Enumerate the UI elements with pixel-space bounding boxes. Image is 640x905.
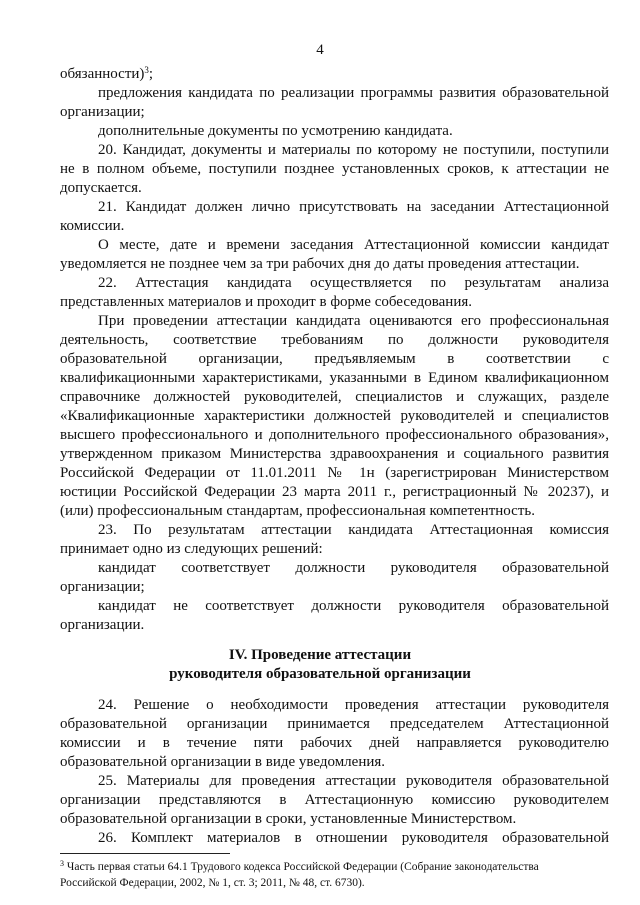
text-line: (или) профессиональным стандартам, профессиональная компетентность. xyxy=(60,503,535,519)
text-line: организации; xyxy=(60,579,145,595)
text-line: При проведении аттестации кандидата оцениваются его профессиональная xyxy=(98,313,609,329)
text-line: 22. Аттестация кандидата осуществляется по результатам анализа xyxy=(98,275,609,291)
text-line: деятельность, соответствие требованиям по должности руководителя xyxy=(60,332,609,348)
text-line: представленных материалов и проходит в форме собеседования. xyxy=(60,294,473,310)
text-line: кандидат соответствует должности руководителя образовательной xyxy=(98,560,609,576)
text-line: 23. По результатам аттестации кандидата Аттестационная комиссия xyxy=(98,522,609,538)
text-line: образовательной организации в виде уведомления. xyxy=(60,754,386,770)
footnote-line: Российской Федерации, 2002, № 1, ст. 3; 2011, № 48, ст. 6730). xyxy=(60,877,365,889)
text-line: допускается. xyxy=(60,180,142,196)
text-line: О месте, дате и времени заседания Аттестационной комиссии кандидат xyxy=(98,237,609,253)
text-line: Российской Федерации от 11.01.2011 № 1н (зарегистрирован Министерством xyxy=(60,465,609,481)
section-heading: IV. Проведение аттестации xyxy=(228,647,412,663)
text-line: обязанности)$^3$; xyxy=(60,65,154,82)
text-line: высшего профессионального и дополнительного профессионального образования», xyxy=(60,427,609,443)
section-heading: руководителя образовательной организации xyxy=(169,666,471,682)
footnote-reference: 3 xyxy=(144,65,149,75)
text-line: юстиции Российской Федерации 23 марта 2011 г., регистрационный № 20237), и xyxy=(60,484,609,500)
text-line: организации представляются в Аттестационную комиссию руководителем xyxy=(60,792,609,808)
text-line: 20. Кандидат, документы и материалы по которому не поступили, поступили xyxy=(98,142,609,158)
text-line: предложения кандидата по реализации программы развития образовательной xyxy=(98,85,609,101)
text-line: 21. Кандидат должен лично присутствовать на заседании Аттестационной xyxy=(98,199,609,215)
text-line: 25. Материалы для проведения аттестации руководителя образовательной xyxy=(98,773,609,789)
text-line: «Квалификационные характеристики должностей руководителей и специалистов xyxy=(60,408,609,424)
text-line: 26. Комплект материалов в отношении руководителя образовательной xyxy=(98,830,609,846)
footnote-mark: 3 xyxy=(60,859,64,868)
footnote-separator xyxy=(60,853,230,854)
text-line: образовательной организации в сроки, установленные Министерством. xyxy=(60,811,517,827)
text-line: организации; xyxy=(60,104,145,120)
text-line: дополнительные документы по усмотрению кандидата. xyxy=(98,123,453,139)
text-line: комиссии и в течение пяти рабочих дней направляется руководителю xyxy=(60,735,609,751)
text-line: организации. xyxy=(60,617,145,633)
page-number: 4 xyxy=(316,42,324,58)
text-line: образовательной организации, предъявляемым в соответствии с xyxy=(60,351,609,367)
text-line: кандидат не соответствует должности руководителя образовательной xyxy=(98,598,609,614)
text-line: утвержденном приказом Министерства здравоохранения и социального развития xyxy=(60,446,609,462)
text-line: принимает одно из следующих решений: xyxy=(60,541,323,557)
text-line: комиссии. xyxy=(60,218,125,234)
text-line: справочнике должностей руководителей, специалистов и служащих, разделе xyxy=(60,389,609,405)
text-line: не в полном объеме, поступили позднее установленных сроков, к аттестации не xyxy=(60,161,609,177)
text-line: 24. Решение о необходимости проведения аттестации руководителя xyxy=(98,697,609,713)
footnote-line: $^3$ Часть первая статьи 64.1 Трудового кодекса Российской Федерации (Собрание законодательства xyxy=(60,859,539,873)
text-line: квалификационными характеристиками, указанными в Едином квалификационном xyxy=(60,370,609,386)
text-line: образовательной организации принимается председателем Аттестационной xyxy=(60,716,609,732)
text-line: уведомляется не позднее чем за три рабочих дня до даты проведения аттестации. xyxy=(60,256,580,272)
